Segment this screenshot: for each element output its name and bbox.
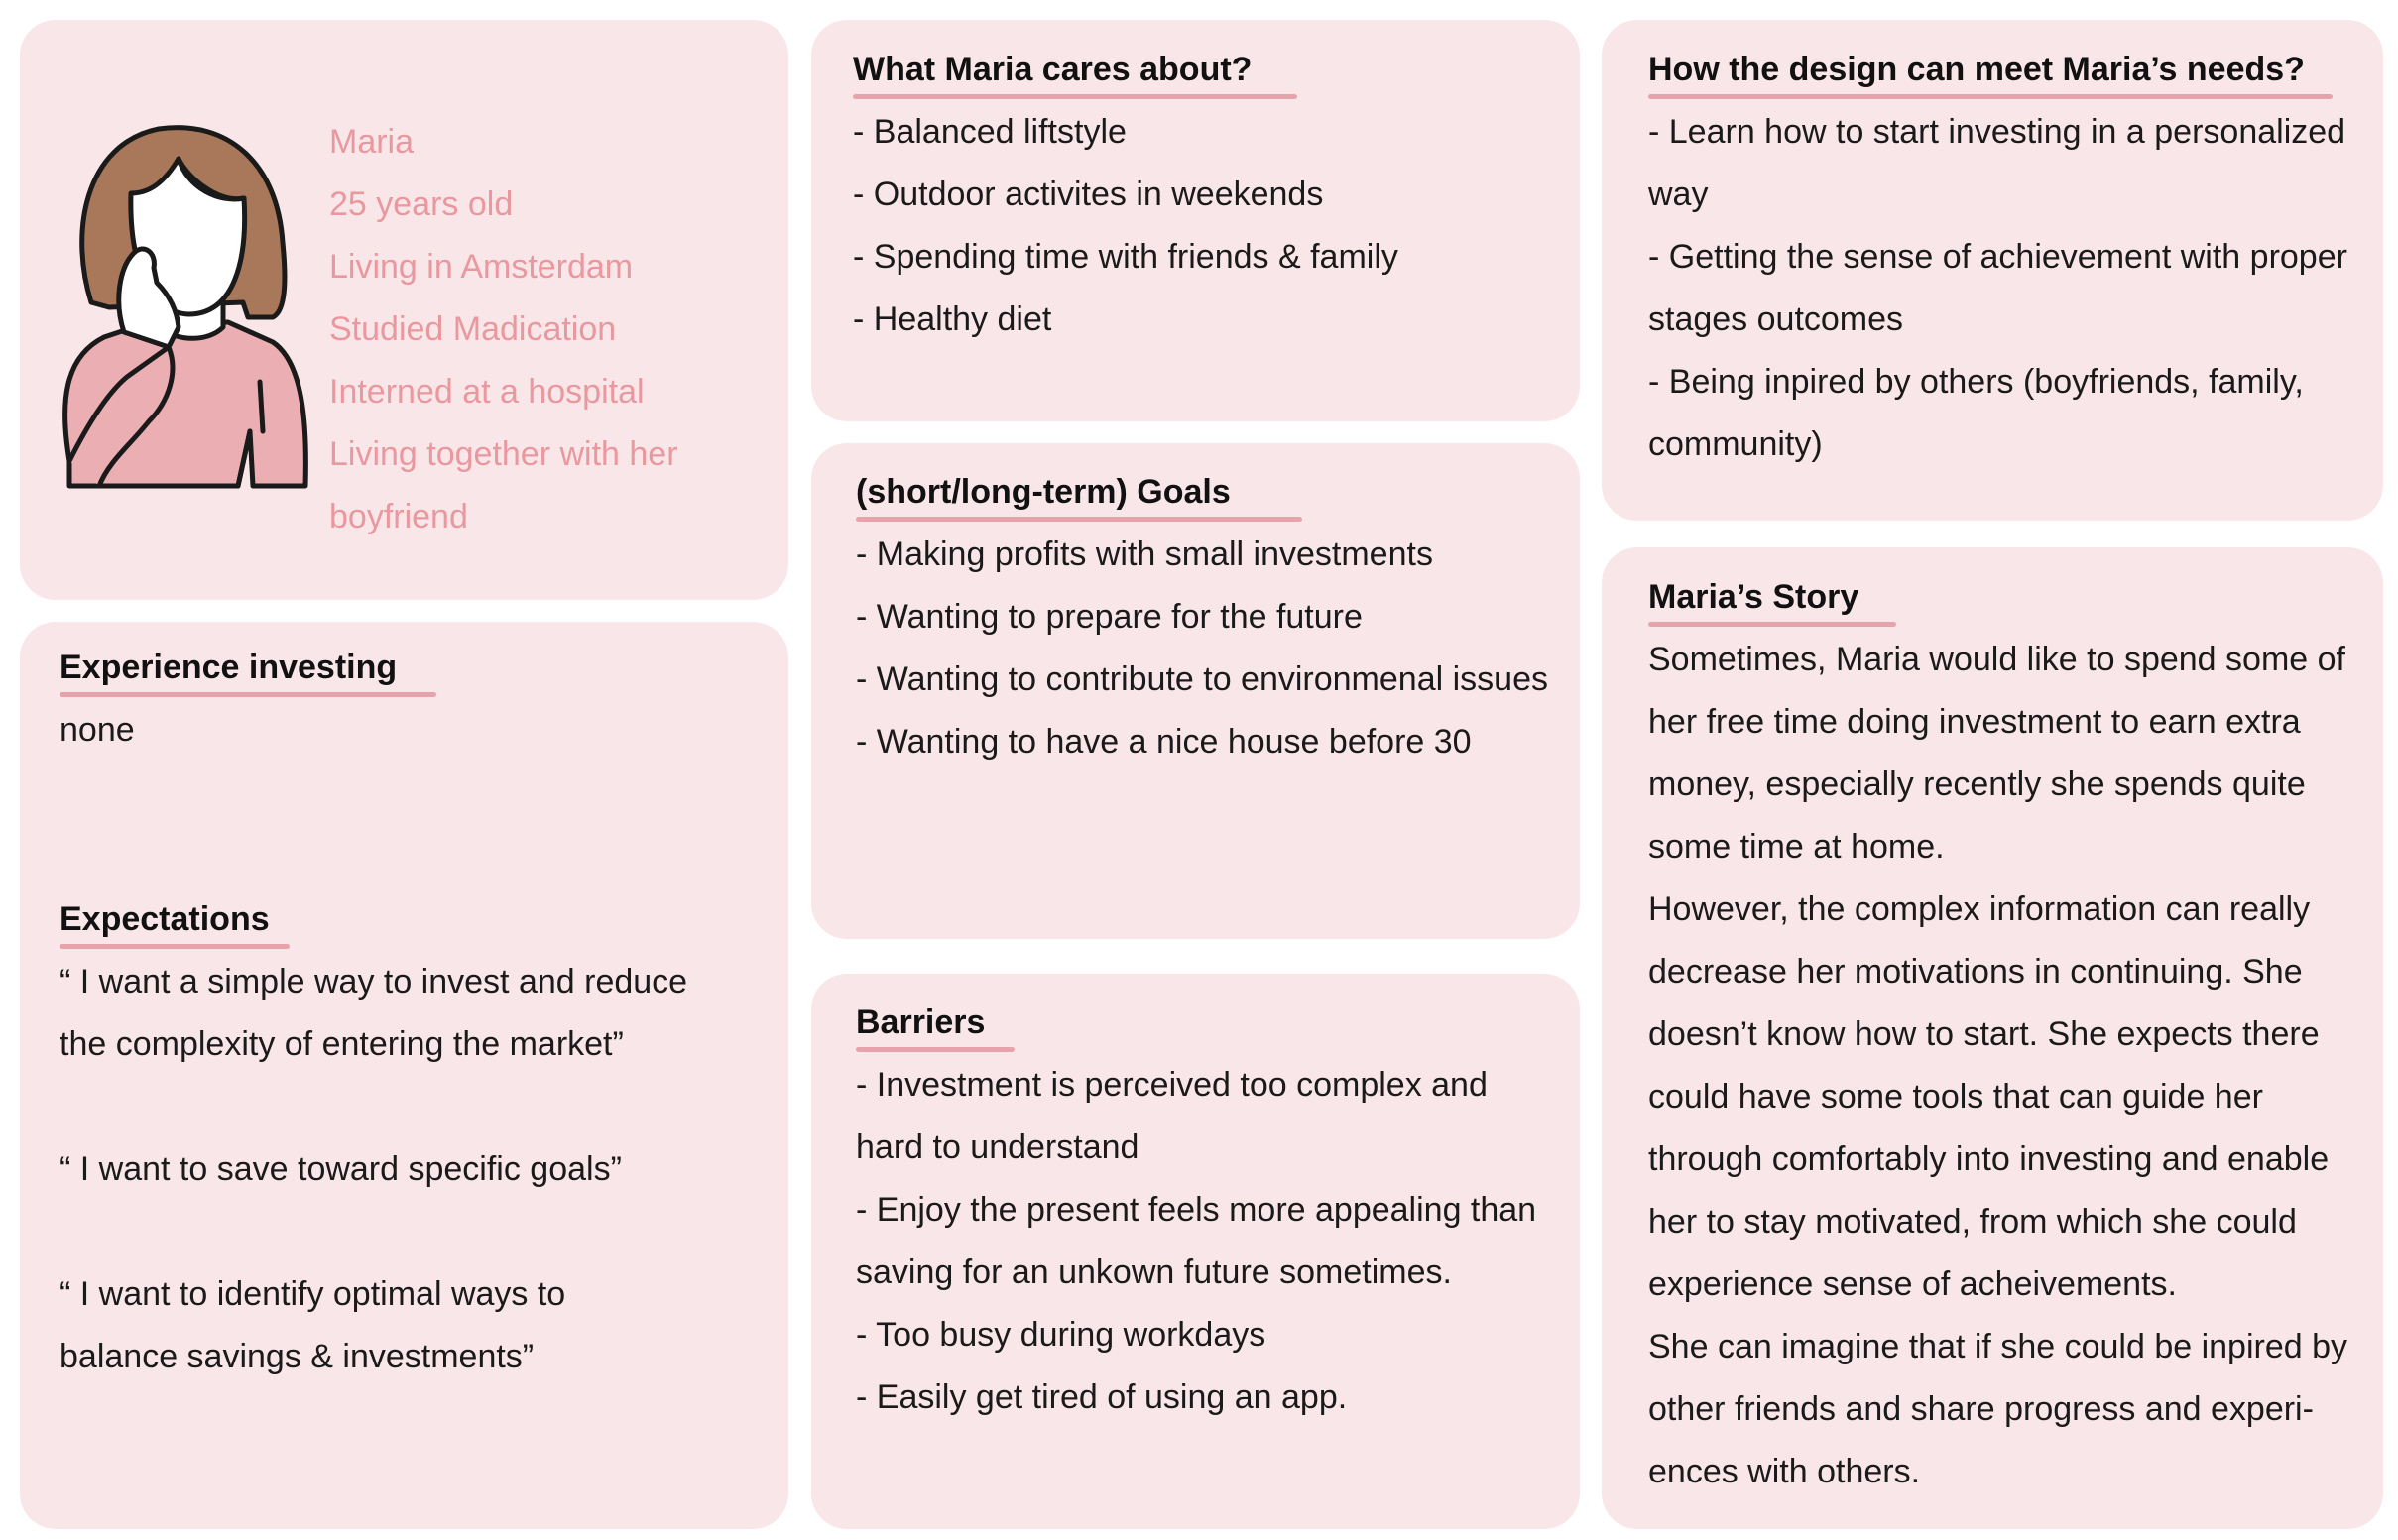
design-needs-card — [1602, 20, 2383, 521]
story-title: Maria’s Story — [1648, 578, 1859, 616]
persona-illustration — [40, 104, 327, 501]
story-line: her to stay motivated, from which she could — [1648, 1203, 2297, 1241]
cares-list — [853, 101, 1398, 351]
list-item: way — [1648, 176, 1709, 213]
goals-title: (short/long-term) Goals — [856, 473, 1231, 511]
list-item: - Healthy diet — [853, 300, 1052, 338]
experience-value: none — [60, 711, 135, 749]
quote-line: the complexity of entering the market” — [60, 1025, 624, 1063]
profile-internship: Interned at a hospital — [329, 373, 645, 411]
goals-title-underline — [856, 517, 1302, 522]
experience-title: Experience investing — [60, 649, 398, 686]
story-line: She can imagine that if she could be inpired by — [1648, 1328, 2348, 1365]
profile-living-cont: boyfriend — [329, 498, 468, 535]
goals-list — [856, 524, 1548, 773]
design-needs-title: How the design can meet Maria’s needs? — [1648, 51, 2305, 88]
quote-line: “ I want to identify optimal ways to — [60, 1275, 566, 1313]
list-item: - Spending time with friends & family — [853, 238, 1398, 276]
spacer — [60, 1201, 687, 1263]
story-line: doesn’t know how to start. She expects there — [1648, 1015, 2320, 1053]
list-item: - Wanting to have a nice house before 30 — [856, 723, 1472, 761]
story-text — [1648, 629, 2347, 1503]
quote-line: “ I want a simple way to invest and reduce — [60, 963, 688, 1001]
story-title-underline — [1648, 622, 1896, 627]
story-line: However, the complex information can really — [1648, 890, 2311, 928]
goals-card — [811, 443, 1580, 939]
story-line: through comfortably into investing and enable — [1648, 1140, 2330, 1178]
story-line: ences with others. — [1648, 1453, 1921, 1490]
story-line: decrease her motivations in continuing. She — [1648, 953, 2303, 991]
cares-title: What Maria cares about? — [853, 51, 1253, 88]
list-item: - Too busy during workdays — [856, 1316, 1266, 1354]
experience-value-block — [60, 699, 135, 762]
spacer — [60, 1076, 687, 1138]
list-item: - Investment is perceived too complex and — [856, 1066, 1488, 1104]
experience-card — [20, 622, 788, 1529]
list-item: saving for an unkown future sometimes. — [856, 1253, 1452, 1291]
list-item: community) — [1648, 425, 1823, 463]
list-item: - Making profits with small investments — [856, 535, 1433, 573]
story-line: some time at home. — [1648, 828, 1945, 866]
list-item: - Easily get tired of using an app. — [856, 1378, 1348, 1416]
list-item: - Balanced liftstyle — [853, 113, 1127, 151]
experience-title-underline — [60, 692, 436, 697]
list-item: - Outdoor activites in weekends — [853, 176, 1324, 213]
list-item: stages outcomes — [1648, 300, 1904, 338]
expectations-title: Expectations — [60, 900, 270, 938]
story-card — [1602, 547, 2383, 1529]
expectations-title-underline — [60, 944, 290, 949]
cares-card — [811, 20, 1580, 421]
quote-line: balance savings & investments” — [60, 1338, 535, 1375]
list-item: hard to understand — [856, 1128, 1139, 1166]
barriers-title-underline — [856, 1047, 1015, 1052]
design-needs-underline — [1648, 94, 2333, 99]
story-line: Sometimes, Maria would like to spend some of — [1648, 641, 2345, 678]
story-line: could have some tools that can guide her — [1648, 1078, 2263, 1116]
barriers-list — [856, 1054, 1536, 1429]
story-line: money, especially recently she spends quite — [1648, 766, 2306, 803]
list-item: - Learn how to start investing in a personalized — [1648, 113, 2346, 151]
profile-card — [20, 20, 788, 600]
list-item: - Wanting to contribute to environmenal issues — [856, 660, 1548, 698]
story-line: experience sense of acheivements. — [1648, 1265, 2177, 1303]
cares-title-underline — [853, 94, 1297, 99]
profile-living: Living together with her — [329, 435, 678, 473]
design-needs-list — [1648, 101, 2347, 476]
list-item: - Wanting to prepare for the future — [856, 598, 1363, 636]
barriers-title: Barriers — [856, 1004, 986, 1041]
profile-study: Studied Madication — [329, 310, 617, 348]
profile-name: Maria — [329, 123, 415, 161]
profile-details — [329, 111, 678, 548]
story-line: her free time doing investment to earn extra — [1648, 703, 2301, 741]
story-line: other friends and share progress and experi- — [1648, 1390, 2314, 1428]
profile-location: Living in Amsterdam — [329, 248, 634, 286]
list-item: - Getting the sense of achievement with proper — [1648, 238, 2347, 276]
expectations-list — [60, 951, 687, 1388]
profile-age: 25 years old — [329, 185, 514, 223]
list-item: - Being inpired by others (boyfriends, family, — [1648, 363, 2304, 401]
list-item: - Enjoy the present feels more appealing than — [856, 1191, 1537, 1229]
quote-line: “ I want to save toward specific goals” — [60, 1150, 622, 1188]
barriers-card — [811, 974, 1580, 1529]
